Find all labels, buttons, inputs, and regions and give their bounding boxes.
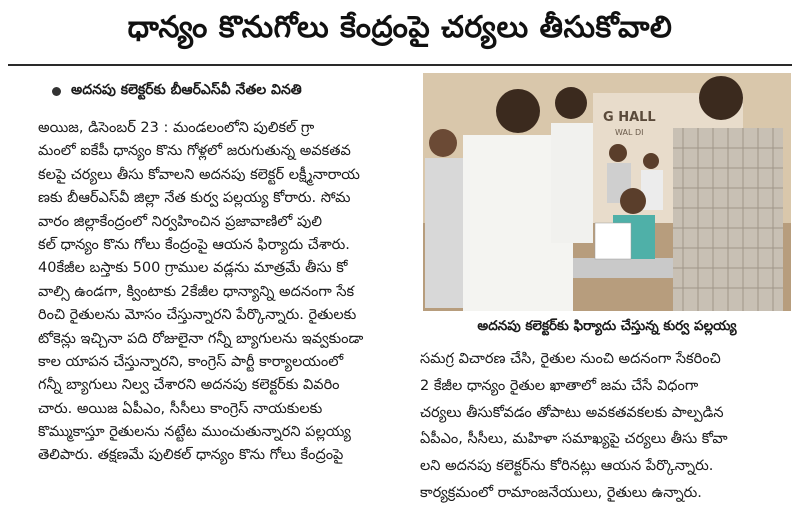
body-line: రించి రైతులను మోసం చేస్తున్నారని పేర్కొన్నారు. రైతులకు xyxy=(38,307,357,324)
body-line: ణకు బీఆర్‌ఎస్‌వీ జిల్లా నేత కుర్వ పల్లయ్య కోరారు. సోమ xyxy=(38,190,351,207)
body-line: ఏపీఎం, సీసీలు, మహిళా సమాఖ్యపై చర్యలు తీసు కోవా xyxy=(420,431,728,448)
body-line: గన్నీ బ్యాగులు నిల్వ చేశారని అదనపు కలెక్టర్‌కు వివరిం xyxy=(38,377,340,394)
body-line: కాల యాపన చేస్తున్నారని, కాంగ్రెస్ పార్టీ కార్యాలయంలో xyxy=(38,353,344,370)
body-line: సమగ్ర విచారణ చేసి, రైతుల నుంచి అదనంగా సేకరించి xyxy=(420,351,721,367)
body-line: వాల్సి ఉండగా, క్వింటాకు 2కేజీల ధాన్యాన్ని అదనంగా సేక xyxy=(38,283,355,300)
body-line: 40కేజీల బస్తాకు 500 గ్రాముల వడ్లను మాత్రమే తీసు కో xyxy=(38,260,348,277)
right-column xyxy=(420,346,796,512)
body-line: కార్యక్రమంలో రామాంజనేయులు, రైతులు ఉన్నారు. xyxy=(420,484,702,501)
body-line: వారం జిల్లాకేంద్రంలో నిర్వహించిన ప్రజావాణిలో పులి xyxy=(38,213,322,230)
body-line: కల్ ధాన్యం కొను గోలు కేంద్రంపై ఆయన ఫిర్యాదు చేశారు. xyxy=(38,236,350,253)
kicker-text: అదనపు కలెక్టర్‌కు బీఆర్‌ఎస్‌వీ నేతల వినతి xyxy=(71,81,302,98)
news-photo xyxy=(423,73,791,311)
body-line: అయిజ, డిసెంబర్ 23 : మండలంలోని పులికల్ గ్రా xyxy=(38,120,315,136)
body-line: టోకెన్లు ఇచ్చినా పది రోజులైనా గన్నీ బ్యాగులను ఇవ్వకుండా xyxy=(38,330,364,347)
body-line: కొమ్ముకాస్తూ రైతులను నట్టేట ముంచుతున్నారని పల్లయ్య xyxy=(38,424,351,441)
body-line: 2 కేజీల ధాన్యం రైతుల ఖాతాలో జమ చేసే విధంగా xyxy=(420,377,699,394)
body-line: మంలో ఐకేపీ ధాన్యం కొను గోళ్లలో జరుగుతున్న అవకతవ xyxy=(38,143,351,160)
photo-sign: G HALL xyxy=(603,110,656,125)
headline: ధాన్యం కొనుగోలు కేంద్రంపై చర్యలు తీసుకోవాలి xyxy=(127,10,673,45)
bullet-icon xyxy=(52,87,61,96)
headline-rule xyxy=(8,64,792,66)
left-column xyxy=(38,117,422,512)
body-line: తెలిపారు. తక్షణమే పులికల్ ధాన్యం కొను గోలు కేంద్రంపై xyxy=(38,447,344,464)
body-line: చారు. అయిజ ఏపీఎం, సీసీలు కాంగ్రెస్ నాయకులకు xyxy=(38,400,323,417)
photo-caption: అదనపు కలెక్టర్‌కు ఫిర్యాదు చేస్తున్న కుర్వ పల్లయ్య xyxy=(477,317,737,334)
news-photo-illustration xyxy=(423,73,791,311)
photo-sign-sub: WAL DI xyxy=(615,128,644,137)
kicker xyxy=(52,79,412,103)
body-line: లని అదనపు కలెక్టర్‌ను కోరినట్లు ఆయన పేర్కొన్నారు. xyxy=(420,458,714,475)
body-line: చర్యలు తీసుకోవడం తోపాటు అవకతవకలకు పాల్పడిన xyxy=(420,404,724,421)
body-line: కలపై చర్యలు తీసు కోవాలని అదనపు కలెక్టర్ లక్ష్మీనారాయ xyxy=(38,166,360,183)
